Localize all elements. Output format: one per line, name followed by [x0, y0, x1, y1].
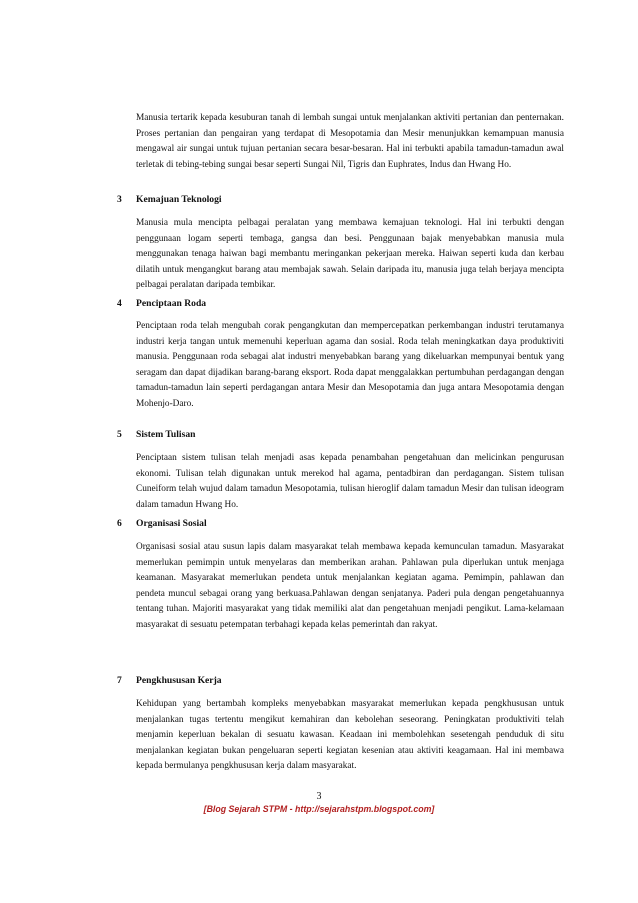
section-5-number: 5 — [117, 429, 122, 440]
section-4-body — [136, 319, 564, 413]
section-5-body — [136, 451, 564, 513]
section-7-title: Pengkhususan Kerja — [136, 675, 222, 686]
section-6-text: Organisasi sosial atau susun lapis dalam masyarakat telah membawa kepada kemunculan tamadun. Masyarakat memerlukan pemimpin untuk menyelaras dan memberikan arahan. Pahlawan pula diperlukan untuk menjaga keamanan. Masyarakat memerlukan pendeta untuk menjalankan kegiatan agama. Pemimpin, pahlawan dan pendeta muncul sebagai orang yang berkuasa.Pahlawan dengan senjatanya. Paderi pula dengan pengetahuannya tentang tuhan. Majoriti masyarakat yang tidak memiliki alat dan pengetahuan menjadi pengikut. Lama-kelamaan masyarakat di sesuatu petempatan terbahagi kepada kelas pemerintah dan rakyat. — [136, 542, 564, 630]
section-6-title: Organisasi Sosial — [136, 518, 207, 529]
section-6-number: 6 — [117, 518, 122, 529]
section-3-title: Kemajuan Teknologi — [136, 194, 222, 205]
section-7-number: 7 — [117, 675, 122, 686]
section-7-body — [136, 697, 564, 775]
section-3-body — [136, 216, 564, 294]
section-3-text: Manusia mula mencipta pelbagai peralatan yang membawa kemajuan teknologi. Hal ini terbukti dengan penggunaan logam seperti tembaga, gangsa dan besi. Penggunaan bajak menyebabkan manusia mula menggunakan tenaga haiwan bagi membantu meringankan pekerjaan mereka. Haiwan seperti kuda dan kerbau dilatih untuk mengangkut barang atau membajak sawah. Selain daripada itu, manusia juga telah berjaya mencipta pelbagai peralatan daripada tembikar. — [136, 218, 564, 291]
section-4-number: 4 — [117, 298, 122, 309]
section-5-title: Sistem Tulisan — [136, 429, 196, 440]
section-6-body — [136, 540, 564, 634]
footer-link[interactable]: [Blog Sejarah STPM - http://sejarahstpm.blogspot.com] — [203, 804, 435, 814]
section-3-number: 3 — [117, 194, 122, 205]
section-4-text: Penciptaan roda telah mengubah corak pengangkutan dan mempercepatkan perkembangan industri terutamanya industri kerja tangan untuk memenuhi keperluan agama dan sosial. Roda telah meningkatkan daya produktiviti manusia. Penggunaan roda sebagai alat industri menyebabkan barang yang dikeluarkan mempunyai bentuk yang seragam dan dapat dijadikan barang-barang eksport. Roda dapat menggalakkan pertumbuhan perdagangan dengan tamadun-tamadun lain seperti perdagangan antara Mesir dan Mesopotamia dan juga antara Mesopotamia dengan Mohenjo-Daro. — [136, 321, 564, 409]
intro-paragraph — [136, 111, 564, 173]
page-number: 3 — [316, 791, 322, 802]
section-5-text: Penciptaan sistem tulisan telah menjadi asas kepada penambahan pengetahuan dan melicinkan pengurusan ekonomi. Tulisan telah digunakan untuk merekod hal agama, pentadbiran dan perdagangan. Sistem tulisan Cuneiform telah wujud dalam tamadun Mesopotamia, tulisan hieroglif dalam tamadun Mesir dan tulisan ideogram dalam tamadun Hwang Ho. — [136, 453, 564, 510]
section-4-title: Penciptaan Roda — [136, 298, 207, 309]
section-7-text: Kehidupan yang bertambah kompleks menyebabkan masyarakat memerlukan kepada pengkhususan untuk menjalankan tugas tertentu mengikut kemahiran dan kebolehan seseorang. Peningkatan produktiviti telah menjamin keperluan bekalan di sesuatu kawasan. Keadaan ini membolehkan sesetengah penduduk di situ menjalankan kegiatan bukan pengeluaran seperti kegiatan kesenian atau aktiviti keagamaan. Hal ini membawa kepada bermulanya pengkhususan kerja dalam masyarakat. — [136, 699, 564, 772]
intro-text: Manusia tertarik kepada kesuburan tanah di lembah sungai untuk menjalankan aktiviti pertanian dan penternakan. Proses pertanian dan pengairan yang terdapat di Mesopotamia dan Mesir menunjukkan kemampuan manusia mengawal air sungai untuk tujuan pertanian secara besar-besaran. Hal ini terbukti apabila tamadun-tamadun awal terletak di tebing-tebing sungai besar seperti Sungai Nil, Tigris dan Euphrates, Indus dan Hwang Ho. — [136, 113, 564, 170]
